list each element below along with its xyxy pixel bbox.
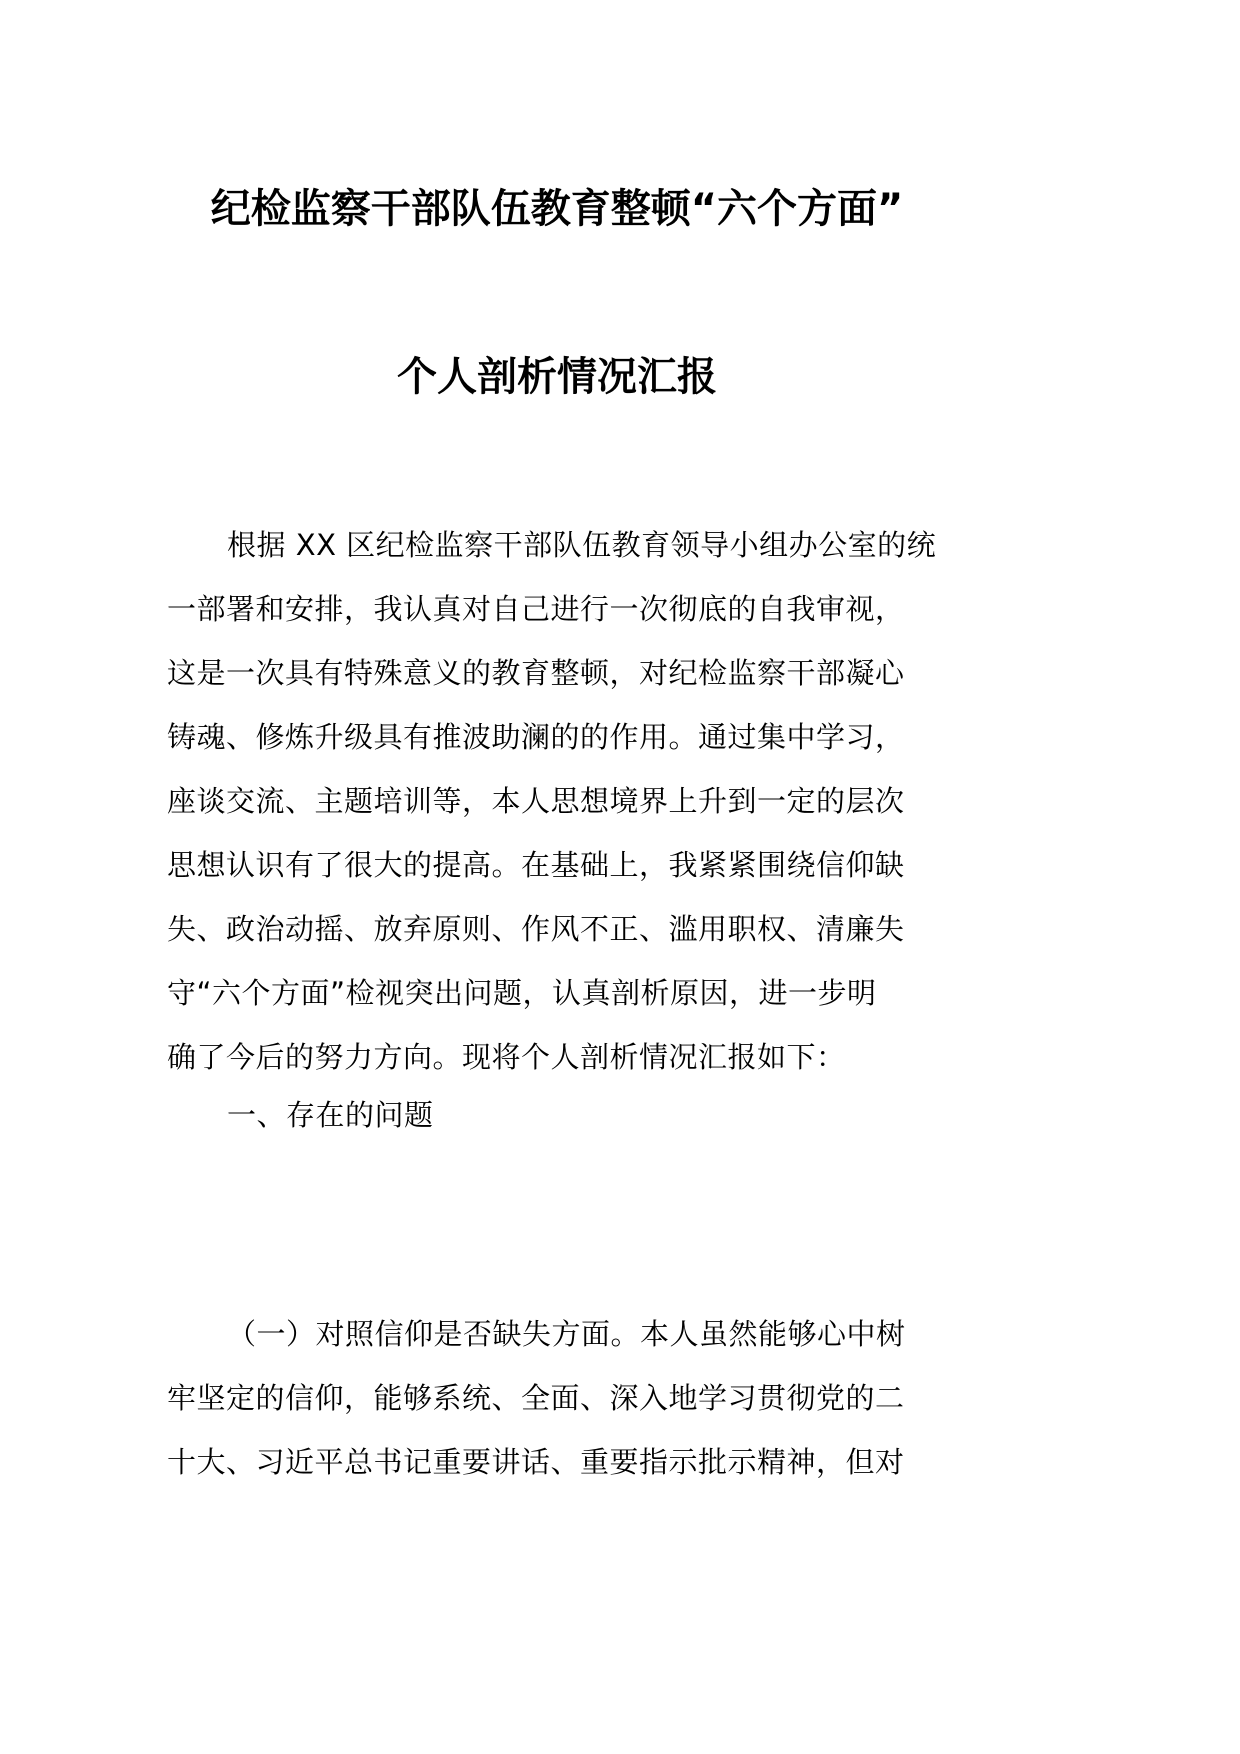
paragraph-line: 铸魂、修炼升级具有推波助澜的的作用。通过集中学习， — [167, 720, 905, 754]
belief-paragraph — [167, 1302, 943, 1494]
paragraph-line: 十大、习近平总书记重要讲话、重要指示批示精神，但对 — [167, 1445, 905, 1479]
section-heading-text: 一、存在的问题 — [227, 1098, 434, 1132]
paragraph-line: 这是一次具有特殊意义的教育整顿，对纪检监察干部凝心 — [167, 656, 905, 690]
paragraph-line: 牢坚定的信仰，能够系统、全面、深入地学习贯彻党的二 — [167, 1381, 905, 1415]
paragraph-line: 思想认识有了很大的提高。在基础上，我紧紧围绕信仰缺 — [167, 848, 905, 882]
intro-paragraph — [167, 513, 943, 1089]
document-title-line-1: 纪检监察干部队伍教育整顿“六个方面” — [210, 186, 904, 232]
paragraph-line: 一部署和安排，我认真对自己进行一次彻底的自我审视， — [167, 592, 905, 626]
section-heading — [167, 1083, 943, 1147]
paragraph-line: 根据 XX 区纪检监察干部队伍教育领导小组办公室的统 — [227, 528, 937, 562]
paragraph-line: （一）对照信仰是否缺失方面。本人虽然能够心中树 — [227, 1317, 906, 1351]
paragraph-line: 失、政治动摇、放弃原则、作风不正、滥用职权、清廉失 — [167, 912, 905, 946]
document-title-line-2: 个人剖析情况汇报 — [397, 354, 717, 400]
paragraph-line: 确了今后的努力方向。现将个人剖析情况汇报如下： — [167, 1040, 846, 1074]
paragraph-line: 守“六个方面”检视突出问题，认真剖析原因，进一步明 — [167, 976, 877, 1010]
paragraph-line: 座谈交流、主题培训等，本人思想境界上升到一定的层次 — [167, 784, 905, 818]
